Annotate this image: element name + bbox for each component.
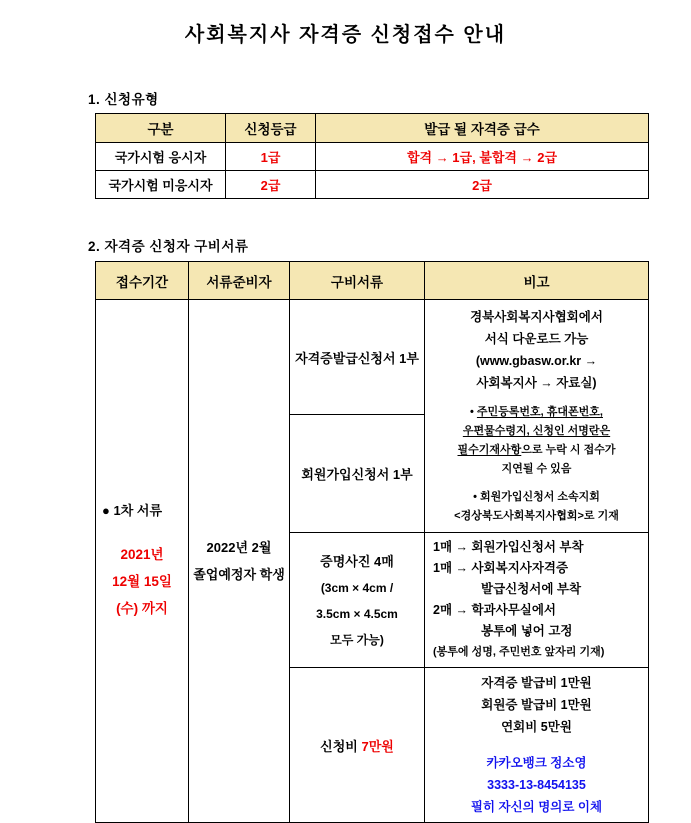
doc-cell-application-fee: [290, 668, 425, 823]
dot-bullet-icon: •: [470, 406, 474, 418]
photo-sub-line: 모두 가능): [330, 632, 384, 647]
period-stage-label: [96, 500, 188, 519]
t1-header-row: [96, 114, 649, 143]
photo-sub-line: 3.5cm × 4.5cm: [316, 606, 398, 621]
period-deadline: [96, 541, 188, 622]
note-underlined-text: 필수기재사항: [457, 444, 522, 456]
t2-header-documents: 구비서류: [290, 262, 425, 300]
t2-header-remarks: 비고: [425, 262, 649, 300]
note-line: [427, 441, 646, 460]
table-row: [96, 143, 649, 171]
required-fields-note: [427, 403, 646, 479]
t2-header-preparer: 서류준비자: [189, 262, 290, 300]
photo-usage-line: 2매 → 학과사무실에서: [433, 603, 556, 617]
note-underlined-text: 주민등록번호, 휴대폰번호,: [476, 406, 603, 418]
t1-header-grade: 신청등급: [226, 114, 316, 143]
section2-heading: 2. 자격증 신청자 구비서류: [88, 239, 249, 254]
photo-usage-line: 발급신청서에 부착: [481, 582, 582, 596]
t2-header-period: 접수기간: [96, 262, 189, 300]
section1-heading: 1. 신청유형: [88, 92, 159, 107]
table-row: [96, 300, 649, 415]
page-title: 사회복지사 자격증 신청접수 안내: [184, 24, 507, 46]
download-info-block: [427, 306, 646, 394]
period-stage-text: 1차 서류: [113, 503, 163, 518]
download-line: 사회복지사 → 자료실): [476, 376, 597, 390]
bank-line: 카카오뱅크 정소영: [486, 756, 587, 770]
t1-header-category: 구분: [96, 114, 226, 143]
download-line: 경북사회복지사협회에서: [470, 310, 603, 324]
dot-bullet-icon: •: [473, 491, 477, 503]
deadline-line: 2021년: [120, 547, 164, 562]
note-line: [427, 488, 646, 507]
t1-header-issued-grade: 발급 될 자격증 급수: [316, 114, 649, 143]
bank-line: 필히 자신의 명의로 이체: [470, 800, 603, 814]
fee-breakdown: [425, 672, 648, 738]
preparer-line: 졸업예정자 학생: [193, 567, 285, 582]
fee-line: 자격증 발급비 1만원: [481, 676, 592, 690]
circle-bullet-icon: ●: [102, 503, 110, 518]
fee-label: 신청비: [320, 738, 358, 754]
note-text: 으로 누락 시 접수가: [521, 444, 616, 456]
remark-cell-fee-details: [425, 668, 649, 823]
fee-line: 연회비 5만원: [501, 720, 572, 734]
bank-line: 3333-13-8454135: [487, 778, 586, 792]
doc-cell-photos: [290, 533, 425, 668]
t1-r2-category: 국가시험 미응시자: [96, 171, 226, 199]
bank-transfer-info: [425, 752, 648, 818]
photo-usage-line: (봉투에 성명, 주민번호 앞자리 기재): [433, 646, 605, 658]
preparer-cell: [189, 300, 290, 823]
photo-usage-line: 1매 → 사회복지사자격증: [433, 561, 569, 575]
application-type-table: [95, 113, 649, 199]
period-cell: [96, 300, 189, 823]
download-line: (www.gbasw.or.kr →: [475, 354, 598, 368]
t2-header-row: [96, 262, 649, 300]
doc-cell-certificate-form: 자격증발급신청서 1부: [290, 300, 425, 415]
download-line: 서식 다운로드 가능: [484, 332, 589, 346]
note-underlined-text: 우편물수령지, 신청인 서명란은: [462, 425, 611, 437]
doc-cell-membership-form: 회원가입신청서 1부: [290, 415, 425, 533]
required-documents-table: [95, 261, 649, 823]
note-text: 회원가입신청서 소속지회: [479, 491, 600, 503]
note-line: <경상북도사회복지사협회>로 기재: [454, 510, 619, 522]
fee-line: 회원증 발급비 1만원: [481, 698, 592, 712]
table-row: [96, 171, 649, 199]
remark-cell-download-info: [425, 300, 649, 533]
t1-r2-issued-grade: 2급: [316, 171, 649, 199]
t1-r1-grade: 1급: [226, 143, 316, 171]
photo-sub-line: (3cm × 4cm /: [320, 580, 394, 595]
t1-r1-category: 국가시험 응시자: [96, 143, 226, 171]
photo-usage-line: 봉투에 넣어 고정: [481, 624, 573, 638]
deadline-line: (수) 까지: [116, 601, 168, 616]
membership-branch-note: [427, 488, 646, 526]
photo-usage-line: 1매 → 회원가입신청서 부착: [433, 540, 584, 554]
fee-amount: 7만원: [361, 738, 394, 754]
remark-cell-photo-usage: [425, 533, 649, 668]
preparer-line: 2022년 2월: [206, 540, 272, 555]
t1-r2-grade: 2급: [226, 171, 316, 199]
note-line: 지연될 수 있음: [501, 463, 572, 475]
note-line: [427, 403, 646, 422]
photo-main-line: 증명사진 4매: [320, 553, 394, 569]
t1-r1-issued-grade: 합격 → 1급, 불합격 → 2급: [316, 143, 649, 171]
deadline-line: 12월 15일: [112, 574, 172, 589]
